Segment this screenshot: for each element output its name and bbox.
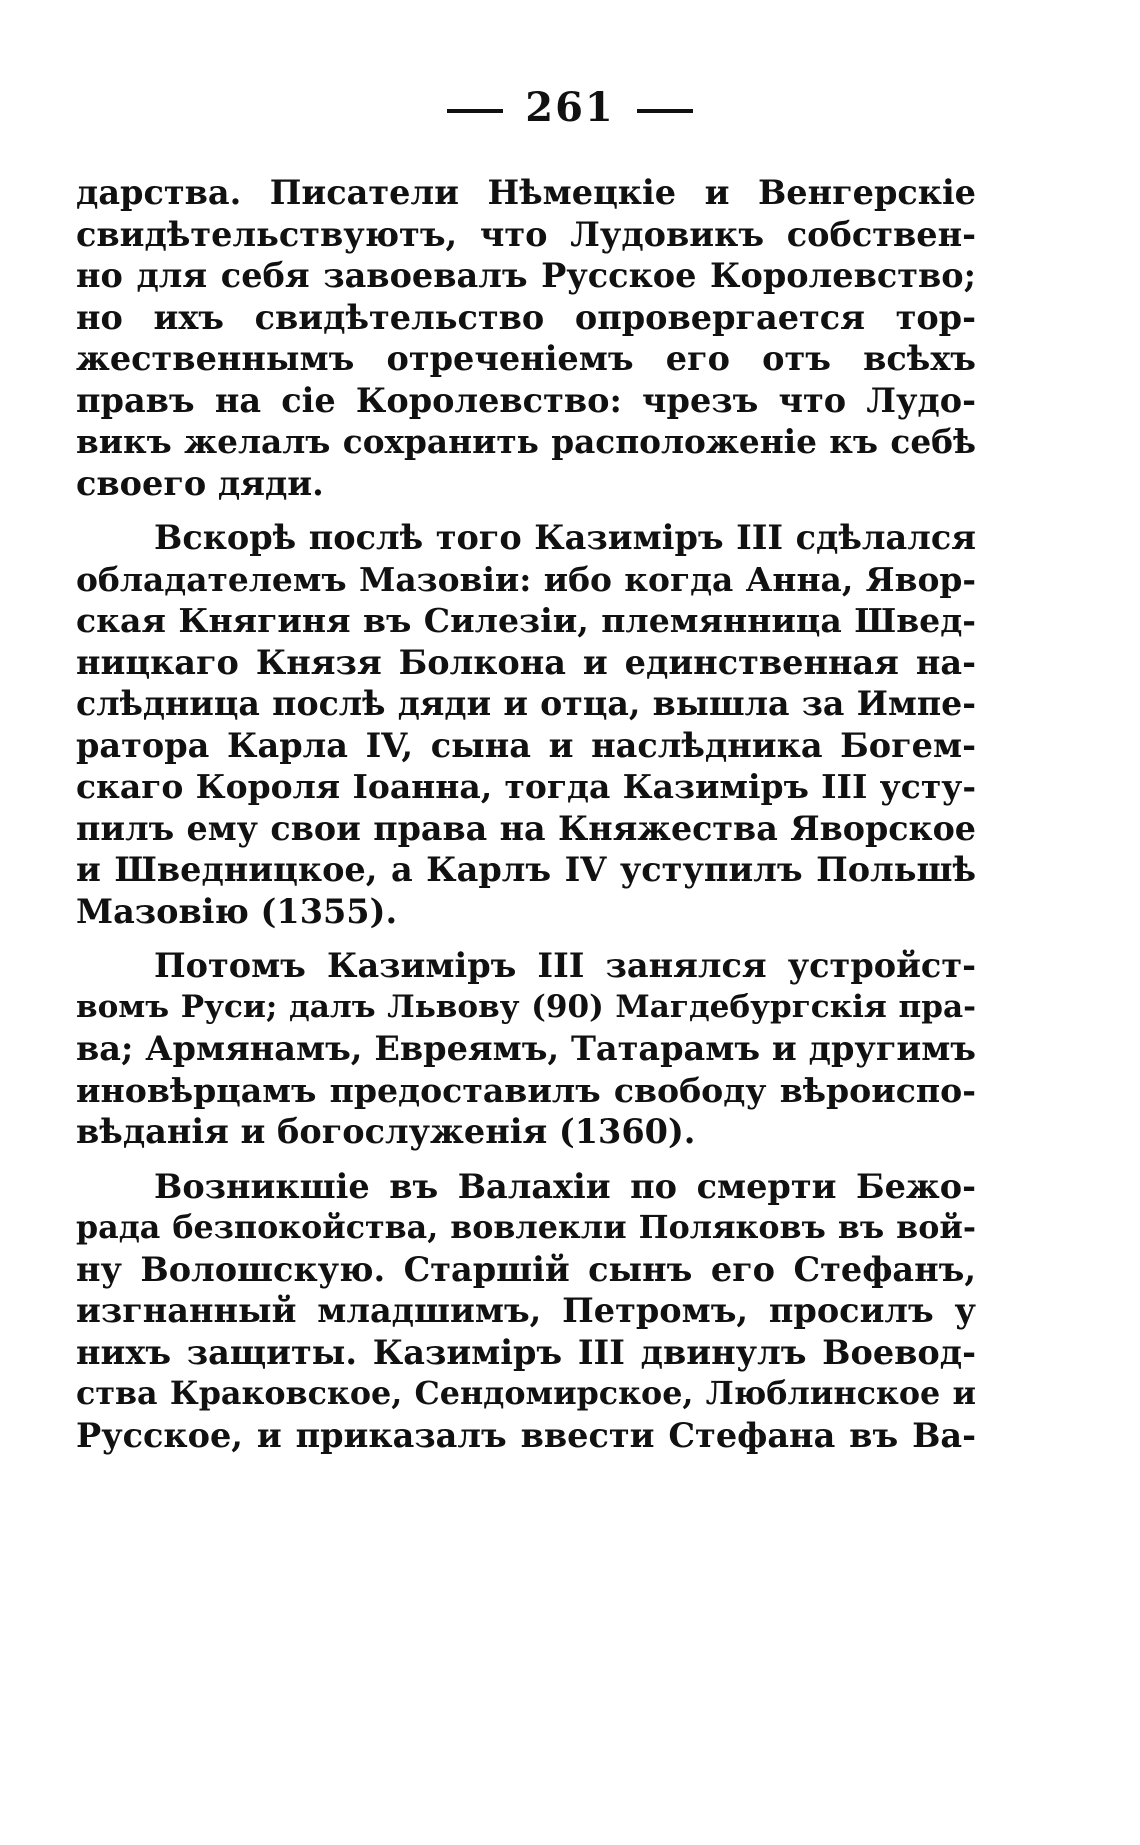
text-line: Русское, и приказалъ ввести Стефана въ Ва- — [76, 1415, 976, 1455]
text-line: ва; Армянамъ, Евреямъ, Татарамъ и другимъ — [76, 1029, 976, 1068]
text-line: ратора Карла IV, сына и наслѣдника Богем- — [76, 725, 976, 765]
text-line: иновѣрцамъ предоставилъ свободу вѣроиспо- — [76, 1070, 976, 1110]
paragraph-gap — [76, 1153, 976, 1166]
text-line: ну Волошскую. Старшій сынъ его Стефанъ, — [76, 1249, 976, 1289]
text-line: правъ на сіе Королевство: чрезъ что Лудо- — [76, 380, 976, 420]
text-line: викъ желалъ сохранить расположеніе къ себѣ — [76, 422, 976, 461]
paragraph-gap — [76, 932, 976, 945]
text-line: изгнанный младшимъ, Петромъ, просилъ у — [76, 1291, 976, 1330]
text-line: Мазовію (1355). — [76, 891, 398, 931]
text-line: своего дяди. — [76, 463, 324, 503]
text-line: дарства. Писатели Нѣмецкіе и Венгерскіе — [76, 173, 976, 212]
paragraph-2 — [76, 517, 976, 932]
text-line: но ихъ свидѣтельство опровергается тор- — [76, 297, 976, 337]
text-line: обладателемъ Мазовіи: ибо когда Анна, Явор- — [76, 559, 976, 599]
text-line: Потомъ Казиміръ III занялся устройст- — [154, 946, 976, 985]
text-line: Возникшіе въ Валахіи по смерти Бежо- — [154, 1166, 976, 1206]
text-line: скаго Короля Іоанна, тогда Казиміръ III усту- — [76, 767, 976, 806]
text-line: свидѣтельствуютъ, что Лудовикъ собствен- — [76, 214, 976, 254]
text-line: вомъ Руси; далъ Львову (90) Магдебургскія пра- — [76, 988, 976, 1025]
text-line: нихъ защиты. Казиміръ III двинулъ Воевод- — [76, 1332, 976, 1372]
text-line: ства Краковское, Сендомирское, Люблинское и — [76, 1375, 976, 1412]
text-line: Вскорѣ послѣ того Казиміръ III сдѣлался — [154, 518, 976, 557]
paragraph-3 — [76, 945, 976, 1153]
text-line: ская Княгиня въ Силезіи, племянница Швед- — [76, 601, 976, 640]
body-text — [76, 172, 976, 1456]
paragraph-4 — [76, 1166, 976, 1457]
right-dash — [637, 109, 693, 113]
paragraph-1 — [76, 172, 976, 504]
text-line: пилъ ему свои права на Княжества Яворское — [76, 808, 976, 848]
text-line: и Шведницкое, а Карлъ IV уступилъ Польшѣ — [76, 850, 976, 889]
text-line: жественнымъ отреченіемъ его отъ всѣхъ — [76, 339, 976, 378]
text-line: но для себя завоевалъ Русское Королевство; — [76, 256, 976, 295]
text-line: вѣданія и богослуженія (1360). — [76, 1112, 696, 1151]
paragraph-gap — [76, 504, 976, 517]
text-line: слѣдница послѣ дяди и отца, вышла за Импе- — [76, 684, 976, 723]
text-line: рада безпокойства, вовлекли Поляковъ въ вой- — [76, 1209, 976, 1246]
left-dash — [447, 109, 503, 113]
text-line: ницкаго Князя Болкона и единственная на- — [76, 642, 976, 682]
running-head — [0, 84, 1140, 131]
page-number: 261 — [525, 84, 615, 131]
